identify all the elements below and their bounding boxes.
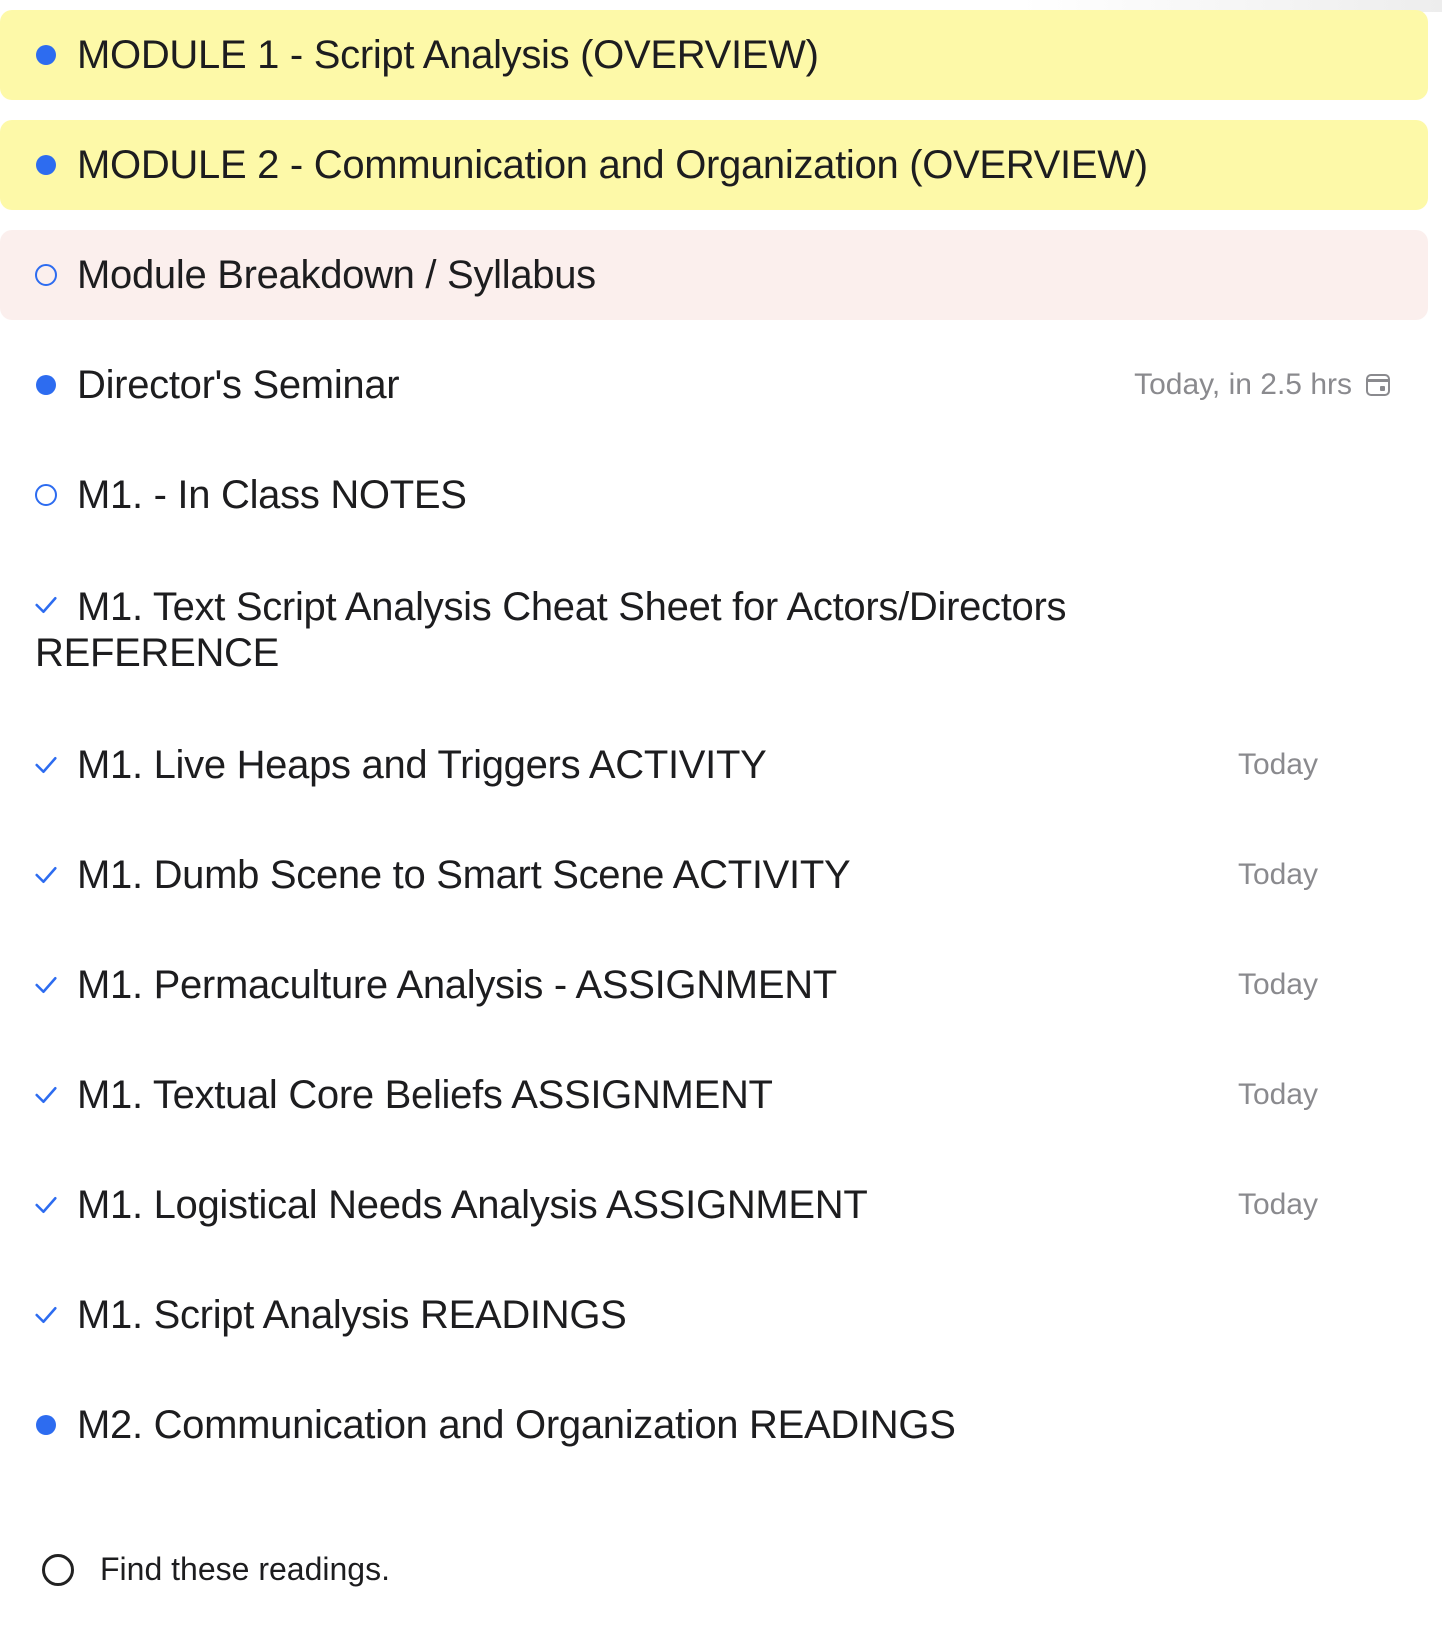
- task-row-in-class-notes[interactable]: [0, 450, 1428, 540]
- task-label: M1. Script Analysis READINGS: [77, 1293, 627, 1337]
- task-due-meta: Today: [1237, 968, 1318, 1001]
- task-row-module-breakdown[interactable]: [0, 230, 1428, 320]
- subtask-label: Find these readings.: [100, 1551, 390, 1587]
- checkmark-icon[interactable]: [35, 864, 57, 886]
- task-row-logistical-needs[interactable]: [0, 1160, 1428, 1250]
- checkmark-icon[interactable]: [35, 1304, 57, 1326]
- task-row-live-heaps[interactable]: [0, 720, 1428, 810]
- task-label: M1. Text Script Analysis Cheat Sheet for Actors/Directors REFERENCE: [35, 585, 1067, 675]
- task-label: Module Breakdown / Syllabus: [77, 253, 596, 297]
- task-due-meta: [1134, 368, 1390, 402]
- task-label: M1. Textual Core Beliefs ASSIGNMENT: [77, 1073, 773, 1117]
- status-ring-icon[interactable]: [35, 264, 57, 286]
- task-row-m2-readings[interactable]: [0, 1380, 1428, 1470]
- checkmark-icon[interactable]: [35, 974, 57, 996]
- task-due-meta: Today: [1237, 748, 1318, 781]
- task-row-core-beliefs[interactable]: [0, 1050, 1428, 1140]
- task-label: MODULE 1 - Script Analysis (OVERVIEW): [77, 33, 819, 77]
- task-label: M1. Dumb Scene to Smart Scene ACTIVITY: [77, 853, 851, 897]
- checkmark-icon[interactable]: [35, 754, 57, 776]
- checkmark-icon[interactable]: [35, 1084, 57, 1106]
- status-dot-icon[interactable]: [35, 44, 57, 66]
- task-label: M1. Live Heaps and Triggers ACTIVITY: [77, 743, 767, 787]
- task-row-dumb-scene[interactable]: [0, 830, 1428, 920]
- due-date-text: Today, in 2.5 hrs: [1134, 368, 1352, 401]
- status-ring-icon[interactable]: [35, 484, 57, 506]
- task-label: M2. Communication and Organization READINGS: [77, 1403, 956, 1447]
- task-label: M1. Logistical Needs Analysis ASSIGNMENT: [77, 1183, 868, 1227]
- status-dot-icon[interactable]: [35, 154, 57, 176]
- checkmark-icon[interactable]: [35, 1194, 57, 1216]
- task-row-permaculture[interactable]: [0, 940, 1428, 1030]
- status-dot-icon[interactable]: [35, 374, 57, 396]
- task-row-module-2-overview[interactable]: [0, 120, 1428, 210]
- subtask-checkbox[interactable]: [42, 1554, 74, 1586]
- task-label: MODULE 2 - Communication and Organization (OVERVIEW): [77, 143, 1148, 187]
- task-row-cheat-sheet[interactable]: [0, 580, 1428, 680]
- task-label: M1. Permaculture Analysis - ASSIGNMENT: [77, 963, 837, 1007]
- task-row-script-readings[interactable]: [0, 1270, 1428, 1360]
- task-label: Director's Seminar: [77, 363, 400, 407]
- task-due-meta: Today: [1237, 858, 1318, 891]
- task-due-meta: Today: [1237, 1078, 1318, 1111]
- task-due-meta: Today: [1237, 1188, 1318, 1221]
- subtask-row[interactable]: [42, 1551, 390, 1588]
- calendar-icon: [1366, 374, 1390, 396]
- status-dot-icon[interactable]: [35, 1414, 57, 1436]
- task-row-directors-seminar[interactable]: [0, 340, 1428, 430]
- task-label: M1. - In Class NOTES: [77, 473, 467, 517]
- task-row-module-1-overview[interactable]: [0, 10, 1428, 100]
